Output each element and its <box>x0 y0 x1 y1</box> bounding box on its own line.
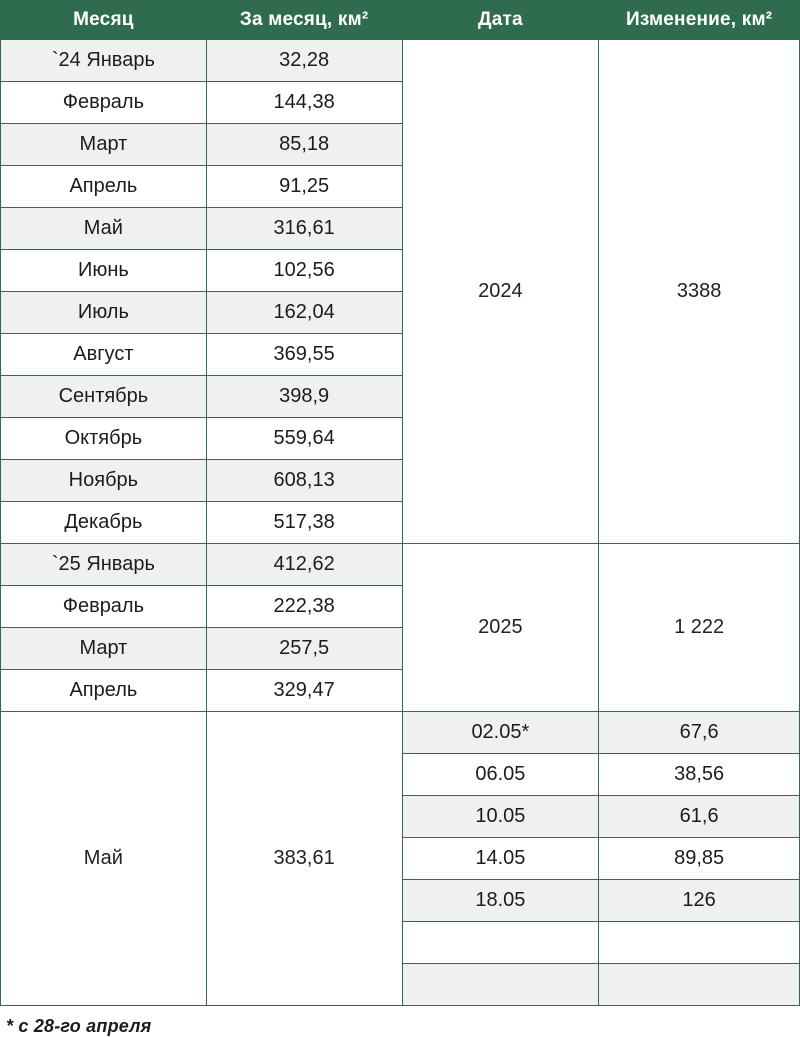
footnote: * с 28-го апреля <box>6 1016 152 1036</box>
change-cell <box>599 964 800 1006</box>
month-cell: Сентябрь <box>1 376 207 418</box>
value-cell: 85,18 <box>206 124 402 166</box>
month-cell: Июнь <box>1 250 207 292</box>
header-month: Месяц <box>1 1 207 40</box>
value-cell: 369,55 <box>206 334 402 376</box>
month-cell: Апрель <box>1 670 207 712</box>
value-cell: 398,9 <box>206 376 402 418</box>
month-cell: `24 Январь <box>1 40 207 82</box>
date-cell: 06.05 <box>402 754 599 796</box>
value-cell: 222,38 <box>206 586 402 628</box>
value-cell: 91,25 <box>206 166 402 208</box>
table-row <box>1 40 800 82</box>
month-cell: Апрель <box>1 166 207 208</box>
group-date-2025: 2025 <box>402 544 599 712</box>
header-monthly-value: За месяц, км² <box>206 1 402 40</box>
change-cell: 89,85 <box>599 838 800 880</box>
month-cell: Август <box>1 334 207 376</box>
value-cell: 144,38 <box>206 82 402 124</box>
value-cell: 162,04 <box>206 292 402 334</box>
table-header-row <box>1 1 800 40</box>
month-cell: Ноябрь <box>1 460 207 502</box>
header-change: Изменение, км² <box>599 1 800 40</box>
group-change-2024: 3388 <box>599 40 800 544</box>
change-cell: 61,6 <box>599 796 800 838</box>
change-cell <box>599 922 800 964</box>
change-cell: 38,56 <box>599 754 800 796</box>
month-cell: Февраль <box>1 586 207 628</box>
month-cell: Октябрь <box>1 418 207 460</box>
group-date-2024: 2024 <box>402 40 599 544</box>
table-row <box>1 544 800 586</box>
month-cell: Декабрь <box>1 502 207 544</box>
date-cell: 10.05 <box>402 796 599 838</box>
value-cell: 608,13 <box>206 460 402 502</box>
value-cell: 559,64 <box>206 418 402 460</box>
change-cell: 67,6 <box>599 712 800 754</box>
value-cell: 316,61 <box>206 208 402 250</box>
value-cell: 257,5 <box>206 628 402 670</box>
month-cell: Май <box>1 208 207 250</box>
value-cell: 412,62 <box>206 544 402 586</box>
month-cell: Июль <box>1 292 207 334</box>
date-cell <box>402 922 599 964</box>
month-cell: Март <box>1 628 207 670</box>
month-cell-may: Май <box>1 712 207 1006</box>
date-cell: 18.05 <box>402 880 599 922</box>
change-cell: 126 <box>599 880 800 922</box>
date-cell: 14.05 <box>402 838 599 880</box>
header-date: Дата <box>402 1 599 40</box>
value-cell: 32,28 <box>206 40 402 82</box>
value-cell: 102,56 <box>206 250 402 292</box>
value-cell: 329,47 <box>206 670 402 712</box>
table-row <box>1 712 800 754</box>
month-cell: `25 Январь <box>1 544 207 586</box>
group-change-2025: 1 222 <box>599 544 800 712</box>
value-cell-may: 383,61 <box>206 712 402 1006</box>
value-cell: 517,38 <box>206 502 402 544</box>
date-cell <box>402 964 599 1006</box>
month-cell: Март <box>1 124 207 166</box>
date-cell: 02.05* <box>402 712 599 754</box>
month-cell: Февраль <box>1 82 207 124</box>
